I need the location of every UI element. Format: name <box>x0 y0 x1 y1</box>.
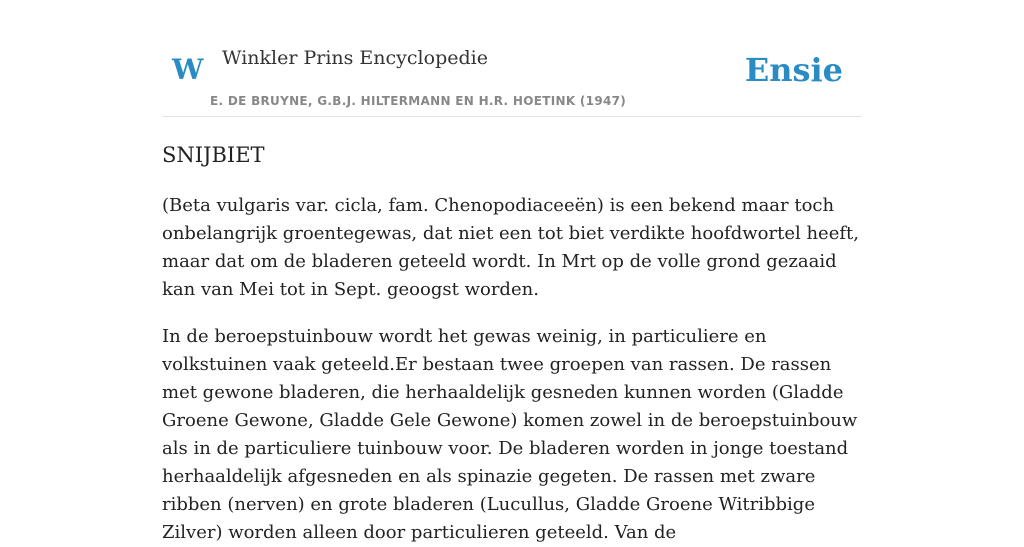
encyclopedia-title: Winkler Prins Encyclopedie <box>222 47 488 69</box>
article-paragraph: (Beta vulgaris var. cicla, fam. Chenopodiaceeën) is een bekend maar toch onbelangrijk groentegewas, dat niet een tot biet verdikte hoofdwortel heeft, maar dat om de bladeren geteeld wordt. In Mrt op de volle grond gezaaid kan van Mei tot in Sept. geoogst worden. <box>162 195 859 300</box>
winkler-prins-logo[interactable]: W <box>172 53 204 86</box>
article <box>162 138 864 547</box>
article-title: SNIJBIET <box>162 143 265 167</box>
site-header <box>162 0 862 117</box>
article-paragraph: In de beroepstuinbouw wordt het gewas weinig, in particuliere en volkstuinen vaak geteeld.Er bestaan twee groepen van rassen. De rassen met gewone bladeren, die herhaaldelijk gesneden kunnen worden (Gladde Groene Gewone, Gladde Gele Gewone) komen zowel in de beroepstuinbouw als in de particuliere tuinbouw voor. De bladeren worden in jonge toestand herhaaldelijk afgesneden en als spinazie gegeten. De rassen met zware ribben (nerven) en grote bladeren (Lucullus, Gladde Groene Witribbige Zilver) worden alleen door particulieren geteeld. Van de <box>162 326 858 543</box>
ensie-logo-link[interactable]: Ensie <box>744 51 843 89</box>
authors-line: E. DE BRUYNE, G.B.J. HILTERMANN EN H.R. HOETINK (1947) <box>210 94 627 108</box>
